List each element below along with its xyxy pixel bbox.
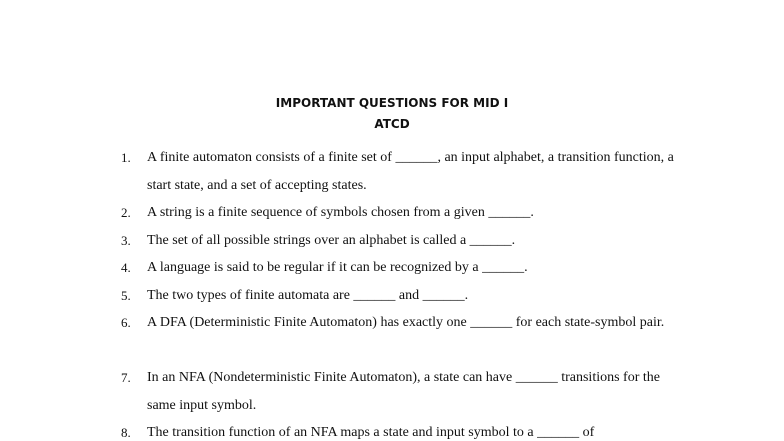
question-text: In an NFA (Nondeterministic Finite Automaton), a state can have ______ transitions for the same input symbol. [147, 370, 660, 413]
question-item [121, 227, 681, 255]
question-number: 7. [121, 370, 131, 385]
document-title: IMPORTANT QUESTIONS FOR MID I [275, 96, 509, 110]
question-text: A language is said to be regular if it can be recognized by a ______. [147, 260, 528, 275]
question-item [121, 419, 681, 441]
question-item [121, 282, 681, 310]
question-number: 8. [121, 425, 131, 440]
question-text: The two types of finite automata are ______ and ______. [147, 287, 469, 303]
question-number: 6. [121, 315, 131, 330]
question-number: 1. [121, 150, 131, 165]
question-number: 2. [121, 205, 131, 220]
question-item [121, 309, 681, 337]
question-number: 3. [121, 232, 131, 248]
question-number: 4. [121, 260, 131, 275]
question-item [121, 254, 681, 282]
question-text: The set of all possible strings over an alphabet is called a ______. [147, 232, 516, 248]
question-text: The transition function of an NFA maps a state and input symbol to a ______ of [147, 425, 595, 440]
question-item [121, 144, 681, 199]
question-number: 5. [121, 287, 131, 303]
question-item [121, 199, 681, 227]
question-text: A string is a finite sequence of symbols chosen from a given ______. [147, 205, 534, 220]
document-subtitle: ATCD [374, 117, 410, 131]
question-item [121, 364, 681, 419]
question-text: A finite automaton consists of a finite set of ______, an input alphabet, a transition function, a start state, and a set of accepting states. [147, 150, 674, 193]
question-text: A DFA (Deterministic Finite Automaton) has exactly one ______ for each state-symbol pair. [147, 315, 665, 330]
